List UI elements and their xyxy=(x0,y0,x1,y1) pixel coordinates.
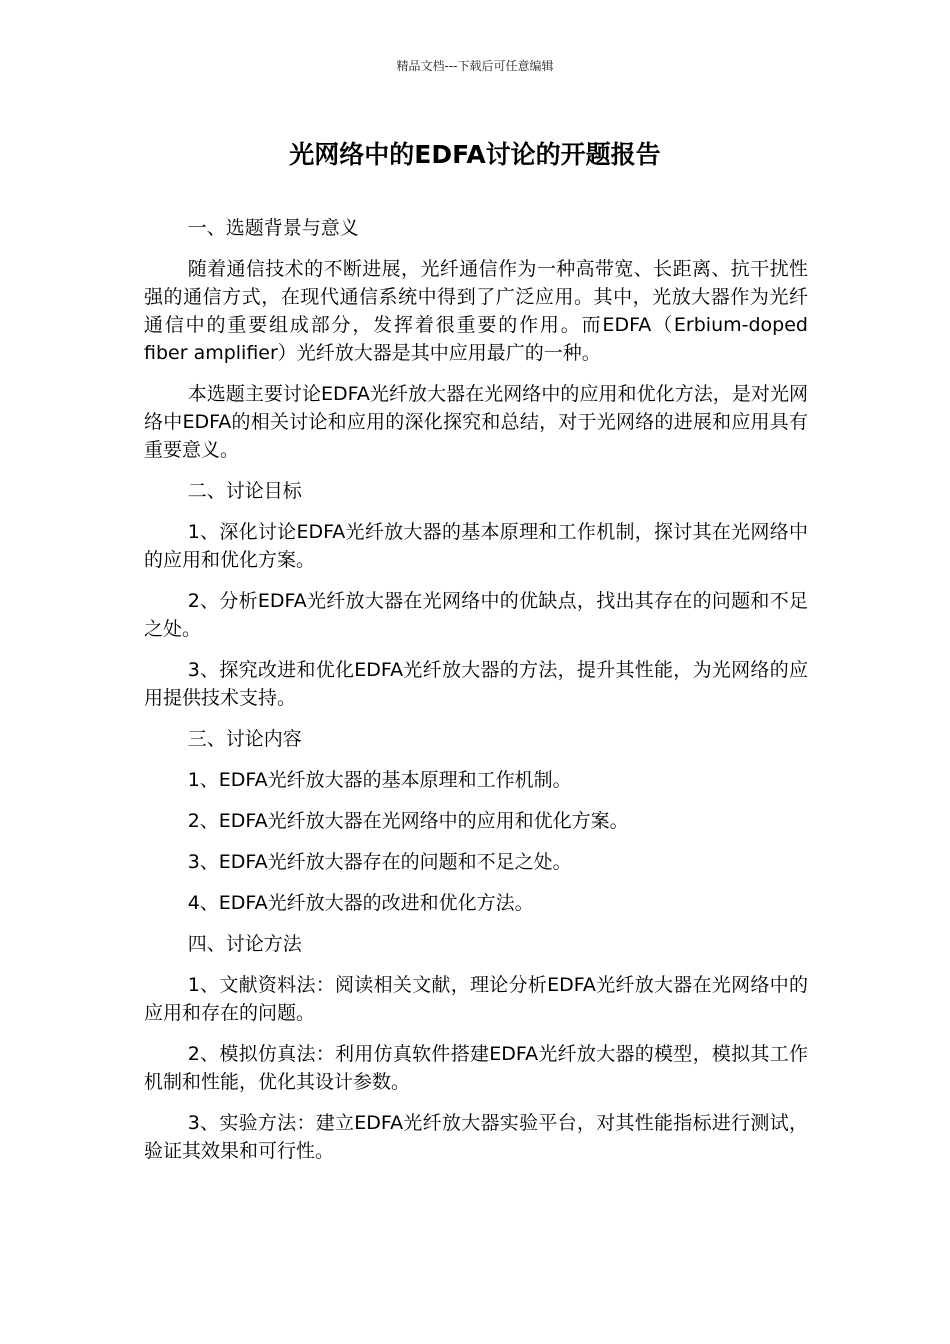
paragraph-background: 随着通信技术的不断进展，光纤通信作为一种高带宽、长距离、抗干扰性强的通信方式，在现代通信系统中得到了广泛应用。其中，光放大器作为光纤通信中的重要组成部分，发挥着很重要的作用。而EDFA（Erbium-doped fiber amplifier）光纤放大器是其中应用最广的一种。 xyxy=(144,258,808,364)
section-heading-background: 一、选题背景与意义 xyxy=(187,217,359,239)
document-title: 光网络中的EDFA讨论的开题报告 xyxy=(289,140,661,169)
content-item: 3、EDFA光纤放大器存在的问题和不足之处。 xyxy=(187,851,572,873)
method-item: 3、实验方法：建立EDFA光纤放大器实验平台，对其性能指标进行测试，验证其效果和可行性。 xyxy=(144,1112,808,1162)
method-item: 1、文献资料法：阅读相关文献，理论分析EDFA光纤放大器在光网络中的应用和存在的问题。 xyxy=(144,974,808,1024)
document-body xyxy=(144,214,808,1165)
goal-item: 1、深化讨论EDFA光纤放大器的基本原理和工作机制，探讨其在光网络中的应用和优化方案。 xyxy=(144,521,808,571)
header-note: 精品文档---下载后可任意编辑 xyxy=(396,59,554,73)
goal-item: 3、探究改进和优化EDFA光纤放大器的方法，提升其性能，为光网络的应用提供技术支持。 xyxy=(144,659,808,709)
method-item: 2、模拟仿真法：利用仿真软件搭建EDFA光纤放大器的模型，模拟其工作机制和性能，优化其设计参数。 xyxy=(144,1043,808,1093)
goal-item: 2、分析EDFA光纤放大器在光网络中的优缺点，找出其存在的问题和不足之处。 xyxy=(144,590,808,640)
content-item: 1、EDFA光纤放大器的基本原理和工作机制。 xyxy=(187,769,572,791)
section-heading-goals: 二、讨论目标 xyxy=(187,480,302,502)
paragraph-topic-significance: 本选题主要讨论EDFA光纤放大器在光网络中的应用和优化方法，是对光网络中EDFA的相关讨论和应用的深化探究和总结，对于光网络的进展和应用具有重要意义。 xyxy=(144,383,808,461)
content-item: 2、EDFA光纤放大器在光网络中的应用和优化方案。 xyxy=(187,810,629,832)
section-heading-content: 三、讨论内容 xyxy=(187,728,302,750)
content-item: 4、EDFA光纤放大器的改进和优化方法。 xyxy=(187,892,534,914)
section-heading-methods: 四、讨论方法 xyxy=(187,933,302,955)
